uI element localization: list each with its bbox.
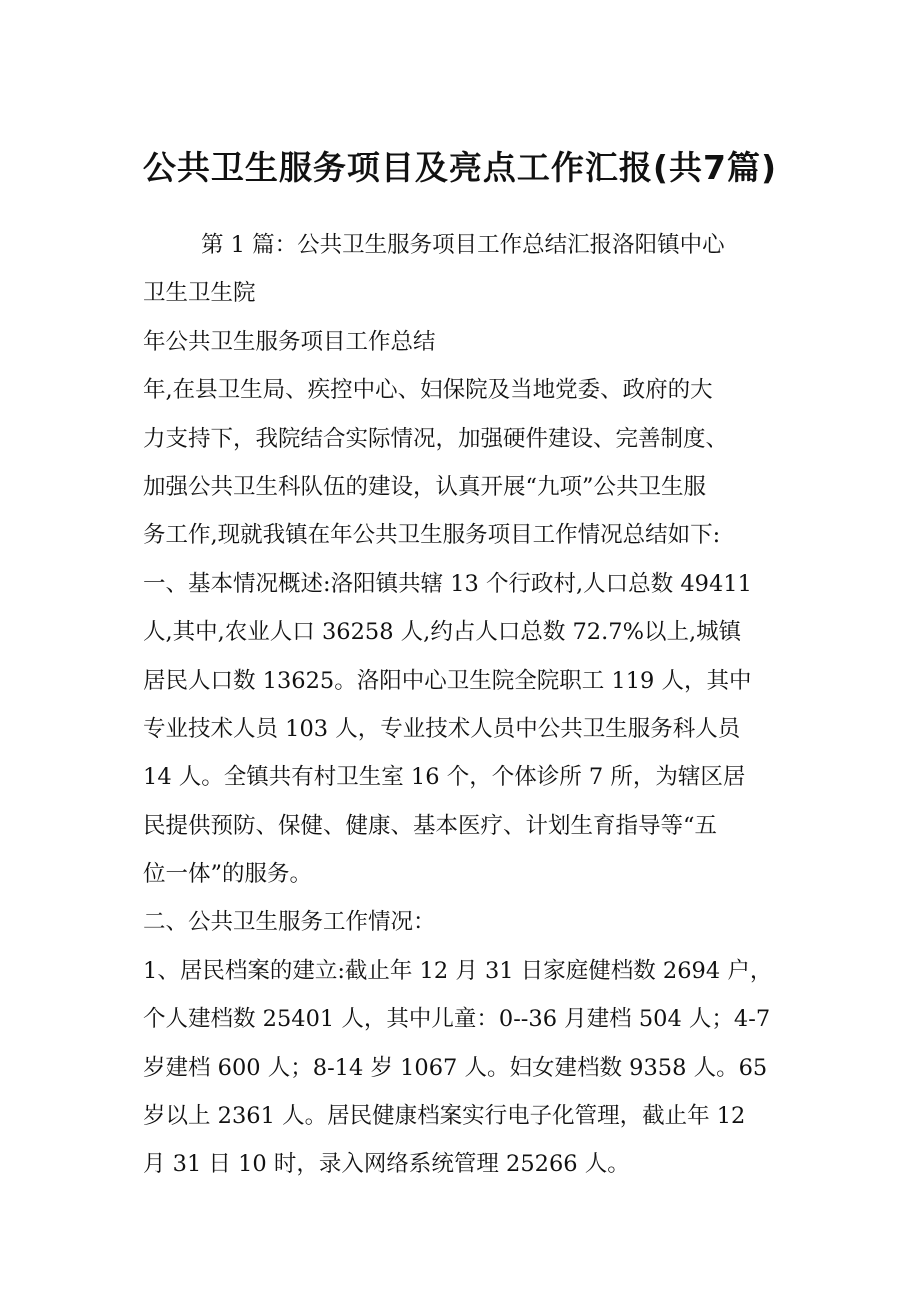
- body-line: 月 31 日 10 时，录入网络系统管理 25266 人。: [143, 1151, 630, 1178]
- body-line: 1、居民档案的建立:截止年 12 月 31 日家庭健档数 2694 户，: [143, 957, 773, 984]
- body-line: 务工作,现就我镇在年公共卫生服务项目工作情况总结如下:: [143, 522, 721, 549]
- body-line: 专业技术人员 103 人，专业技术人员中公共卫生服务科人员: [143, 715, 741, 742]
- body-line: 个人建档数 25401 人，其中儿童：0--36 月建档 504 人；4-7: [143, 1006, 771, 1033]
- body-line: 年,在县卫生局、疾控中心、妇保院及当地党委、政府的大: [143, 377, 713, 404]
- body-line: 民提供预防、保健、健康、基本医疗、计划生育指导等“五: [143, 812, 718, 839]
- body-line: 第 1 篇：公共卫生服务项目工作总结汇报洛阳镇中心: [201, 232, 725, 258]
- body-line: 居民人口数 13625。洛阳中心卫生院全院职工 119 人，其中: [143, 667, 752, 694]
- body-line: 二、公共卫生服务工作情况：: [143, 909, 436, 936]
- body-line: 年公共卫生服务项目工作总结: [143, 328, 436, 355]
- document-title: 公共卫生服务项目及亮点工作汇报(共7篇): [142, 148, 778, 187]
- body-line: 一、基本情况概述:洛阳镇共辖 13 个行政村,人口总数 49411: [143, 570, 752, 597]
- body-line: 14 人。全镇共有村卫生室 16 个，个体诊所 7 所，为辖区居: [143, 764, 746, 791]
- document-body: [143, 221, 783, 1189]
- body-line: 位一体”的服务。: [143, 861, 313, 888]
- body-line: 卫生卫生院: [143, 280, 256, 307]
- body-line: 岁建档 600 人；8-14 岁 1067 人。妇女建档数 9358 人。65: [143, 1054, 768, 1081]
- body-line: 加强公共卫生科队伍的建设，认真开展“九项”公共卫生服: [143, 473, 707, 500]
- body-line: 岁以上 2361 人。居民健康档案实行电子化管理，截止年 12: [143, 1103, 746, 1130]
- body-line: 力支持下，我院结合实际情况，加强硬件建设、完善制度、: [143, 425, 729, 452]
- body-line: 人,其中,农业人口 36258 人,约占人口总数 72.7%以上,城镇: [143, 619, 742, 646]
